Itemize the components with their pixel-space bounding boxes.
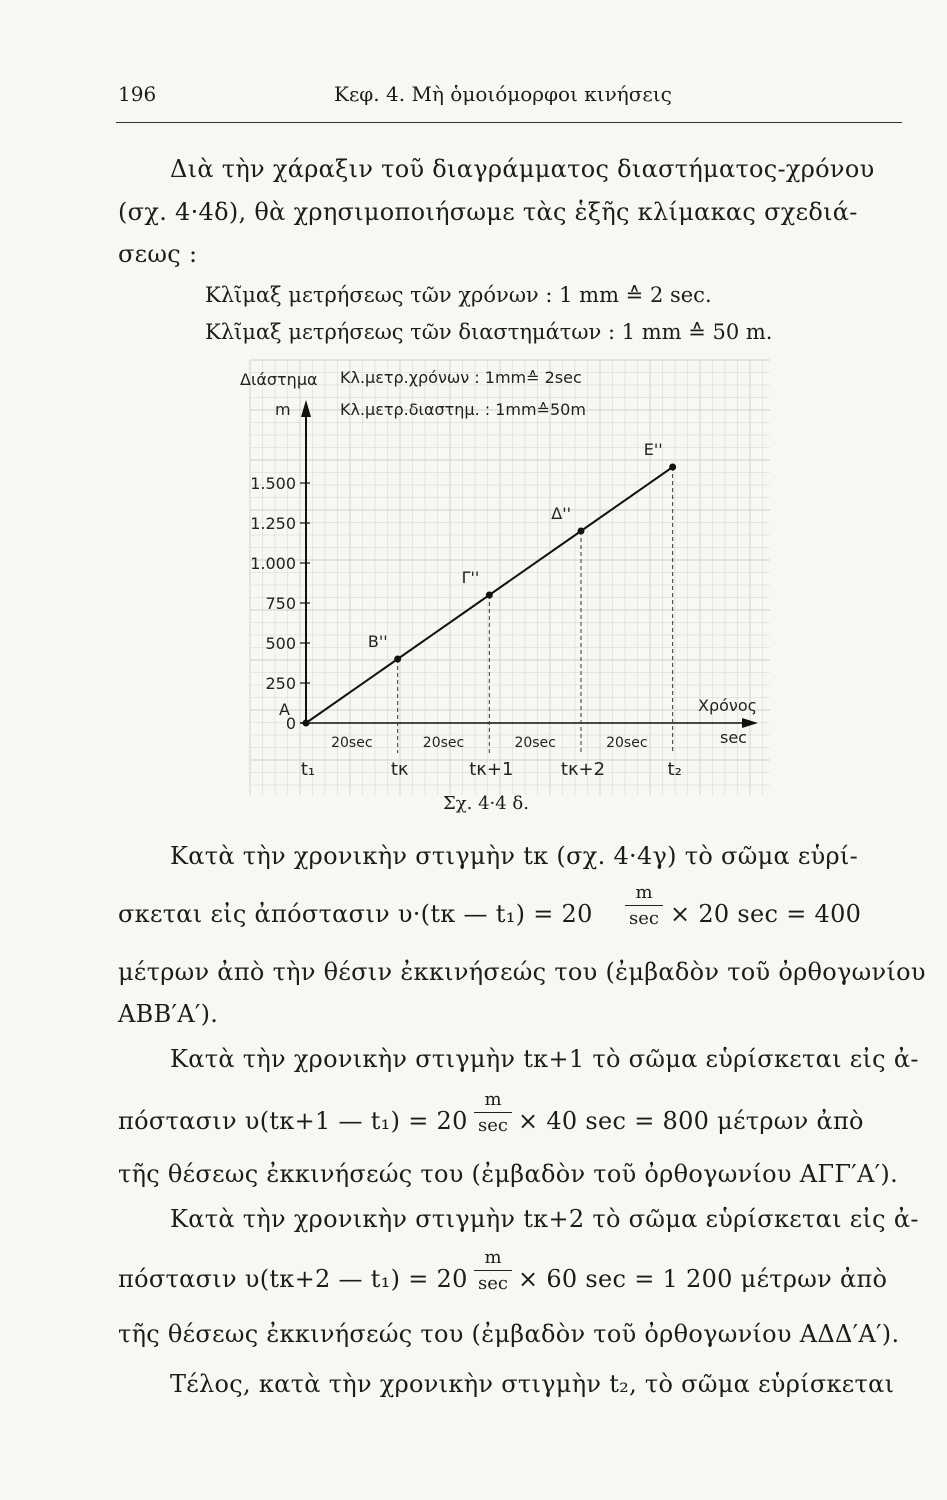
unit-denominator: sec bbox=[478, 1273, 508, 1294]
unit-denominator: sec bbox=[478, 1115, 508, 1136]
point-label: B'' bbox=[367, 632, 388, 651]
page-number: 196 bbox=[118, 82, 157, 106]
interval-label: 20sec bbox=[422, 735, 465, 751]
running-title: Κεφ. 4. Μὴ ὁμοιόμορφοι κινήσεις bbox=[334, 82, 672, 106]
p2-line-2a: πόστασιν υ(tκ+1 — t₁) = 20 bbox=[118, 1107, 468, 1135]
y-tick-label: 1.500 bbox=[250, 474, 296, 493]
header-rule bbox=[116, 122, 902, 123]
figure-caption: Σχ. 4·4 δ. bbox=[443, 793, 529, 814]
interval-label: 20sec bbox=[331, 735, 373, 751]
point-label: A bbox=[279, 700, 290, 719]
x-axis-unit: sec bbox=[720, 728, 747, 747]
y-tick-label: 250 bbox=[265, 674, 296, 693]
y-tick-label: 1.000 bbox=[250, 554, 296, 573]
time-label: tκ+1 bbox=[469, 759, 514, 780]
y-tick-label: 0 bbox=[285, 714, 296, 733]
p3-line-2a: πόστασιν υ(tκ+2 — t₁) = 20 bbox=[118, 1265, 468, 1293]
data-point bbox=[486, 592, 493, 599]
scale-time: Κλῖμαξ μετρήσεως τῶν χρόνων : 1 mm ≙ 2 sec. bbox=[205, 283, 712, 307]
data-point bbox=[578, 528, 585, 535]
data-point bbox=[394, 656, 401, 663]
unit-numerator: m bbox=[484, 1247, 502, 1268]
interval-label: 20sec bbox=[606, 735, 648, 751]
point-label: E'' bbox=[643, 440, 663, 459]
scale-distance: Κλῖμαξ μετρήσεως τῶν διαστημάτων : 1 mm ≙ 50 m. bbox=[205, 320, 773, 344]
x-axis-label: Χρόνος bbox=[698, 696, 758, 715]
y-tick-label: 1.250 bbox=[250, 514, 296, 533]
fraction-bar bbox=[625, 905, 663, 906]
data-point bbox=[303, 720, 310, 727]
chart-axes bbox=[250, 400, 758, 733]
unit-fraction-2 bbox=[474, 1089, 512, 1136]
time-label: t₂ bbox=[667, 759, 682, 780]
time-label: tκ bbox=[390, 759, 409, 780]
legend-time: Κλ.μετρ.χρόνων : 1mm≙ 2sec bbox=[340, 368, 582, 387]
p1-line-2b: × 20 sec = 400 bbox=[670, 900, 862, 928]
distance-time-chart bbox=[220, 355, 780, 825]
unit-denominator: sec bbox=[629, 908, 659, 929]
p2-line-2b: × 40 sec = 800 μέτρων ἀπὸ bbox=[518, 1107, 864, 1135]
chart-grid bbox=[250, 360, 770, 795]
intro-line-2: (σχ. 4·4δ), θὰ χρησιμοποιήσωμε τὰς ἑξῆς κλίμακας σχεδιά- bbox=[118, 198, 858, 226]
unit-fraction-1 bbox=[625, 882, 663, 929]
p4-line-1: Τέλος, κατὰ τὴν χρονικὴν στιγμὴν t₂, τὸ σῶμα εὑρίσκεται bbox=[170, 1370, 895, 1398]
p1-line-3: μέτρων ἀπὸ τὴν θέσιν ἐκκινήσεώς του (ἐμβαδὸν τοῦ ὀρθογωνίου bbox=[118, 958, 926, 986]
y-tick-label: 750 bbox=[265, 594, 296, 613]
legend-distance: Κλ.μετρ.διαστημ. : 1mm≙50m bbox=[340, 400, 586, 419]
interval-label: 20sec bbox=[514, 735, 556, 751]
time-label: tκ+2 bbox=[560, 759, 606, 780]
intro-line-3: σεως : bbox=[118, 240, 198, 268]
y-axis-arrow bbox=[301, 400, 311, 417]
p1-line-1: Κατὰ τὴν χρονικὴν στιγμὴν tκ (σχ. 4·4γ) τὸ σῶμα εὑρί- bbox=[170, 842, 859, 870]
y-axis-label: Διάστημα bbox=[240, 370, 318, 389]
p1-line-2a: σκεται εἰς ἀπόστασιν υ·(tκ — t₁) = 20 bbox=[118, 900, 593, 928]
fraction-bar bbox=[474, 1112, 512, 1113]
p3-line-2b: × 60 sec = 1 200 μέτρων ἀπὸ bbox=[518, 1265, 888, 1293]
time-label: t₁ bbox=[300, 759, 316, 780]
p2-line-1: Κατὰ τὴν χρονικὴν στιγμὴν tκ+1 τὸ σῶμα εὑρίσκεται εἰς ἀ- bbox=[170, 1045, 919, 1073]
p3-line-1: Κατὰ τὴν χρονικὴν στιγμὴν tκ+2 τὸ σῶμα εὑρίσκεται εἰς ἀ- bbox=[170, 1205, 919, 1233]
intro-line-1: Διὰ τὴν χάραξιν τοῦ διαγράμματος διαστήματος-χρόνου bbox=[170, 155, 875, 183]
p3-line-3: τῆς θέσεως ἐκκινήσεώς του (ἐμβαδὸν τοῦ ὀρθογωνίου ΑΔΔ′Α′). bbox=[118, 1320, 900, 1348]
unit-numerator: m bbox=[635, 882, 653, 903]
unit-fraction-3 bbox=[474, 1247, 512, 1294]
p1-line-4: ABB′A′). bbox=[118, 1000, 219, 1028]
y-axis-unit: m bbox=[275, 400, 291, 419]
point-label: Γ'' bbox=[461, 568, 480, 587]
fraction-bar bbox=[474, 1270, 512, 1271]
data-point bbox=[669, 464, 676, 471]
p2-line-3: τῆς θέσεως ἐκκινήσεώς του (ἐμβαδὸν τοῦ ὀρθογωνίου ΑΓΓ′Α′). bbox=[118, 1160, 899, 1188]
unit-numerator: m bbox=[484, 1089, 502, 1110]
y-tick-label: 500 bbox=[265, 634, 296, 653]
point-label: Δ'' bbox=[551, 504, 571, 523]
